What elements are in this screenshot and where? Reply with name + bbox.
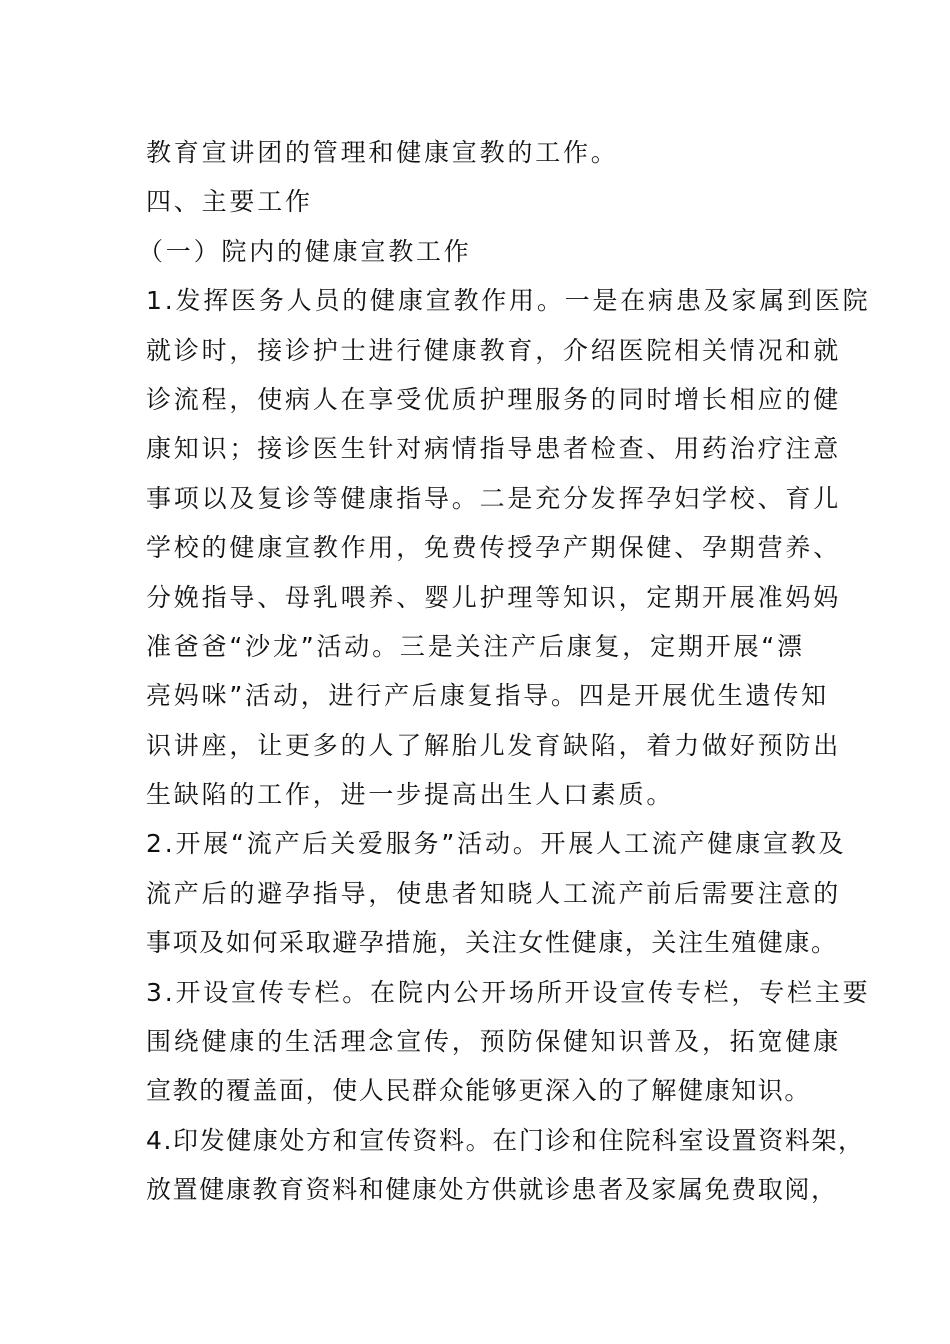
paragraph-line: 事项以及复诊等健康指导。二是充分发挥孕妇学校、育儿 — [146, 483, 842, 513]
paragraph-line: 识讲座，让更多的人了解胎儿发育缺陷，着力做好预防出 — [146, 730, 842, 760]
paragraph-line: 1.发挥医务人员的健康宣教作用。一是在病患及家属到医院 — [146, 286, 871, 316]
paragraph-line: 生缺陷的工作，进一步提高出生人口素质。 — [146, 780, 675, 810]
paragraph-line: 2.开展“流产后关爱服务”活动。开展人工流产健康宣教及 — [146, 829, 847, 859]
document-body — [138, 128, 871, 1215]
paragraph-line: 亮妈咪”活动，进行产后康复指导。四是开展优生遗传知 — [146, 681, 829, 711]
paragraph-line: 3.开设宣传专栏。在院内公开场所开设宣传专栏，专栏主要 — [146, 977, 871, 1007]
paragraph-line: 准爸爸“沙龙”活动。三是关注产后康复，定期开展“漂 — [146, 631, 805, 661]
paragraph-line: 流产后的避孕指导，使患者知晓人工流产前后需要注意的 — [146, 878, 842, 908]
section-heading: 四、主要工作 — [146, 187, 313, 217]
paragraph-line: 4.印发健康处方和宣传资料。在门诊和住院科室设置资料架， — [146, 1125, 865, 1155]
paragraph-line: 学校的健康宣教作用，免费传授孕产期保健、孕期营养、 — [146, 533, 842, 563]
paragraph-line: 宣教的覆盖面，使人民群众能够更深入的了解健康知识。 — [146, 1076, 812, 1106]
paragraph-line: 就诊时，接诊护士进行健康教育，介绍医院相关情况和就 — [146, 335, 842, 365]
paragraph-line: 教育宣讲团的管理和健康宣教的工作。 — [146, 138, 619, 167]
paragraph-line: 分娩指导、母乳喂养、婴儿护理等知识，定期开展准妈妈 — [146, 582, 842, 612]
paragraph-line: 诊流程，使病人在享受优质护理服务的同时增长相应的健 — [146, 384, 842, 414]
subsection-heading: （一）院内的健康宣教工作 — [138, 236, 472, 266]
paragraph-line: 放置健康教育资料和健康处方供就诊患者及家属免费取阅， — [146, 1175, 838, 1205]
paragraph-line: 康知识；接诊医生针对病情指导患者检查、用药治疗注意 — [146, 434, 842, 464]
paragraph-line: 围绕健康的生活理念宣传，预防保健知识普及，拓宽健康 — [146, 1027, 842, 1057]
paragraph-line: 事项及如何采取避孕措施，关注女性健康，关注生殖健康。 — [146, 928, 838, 958]
